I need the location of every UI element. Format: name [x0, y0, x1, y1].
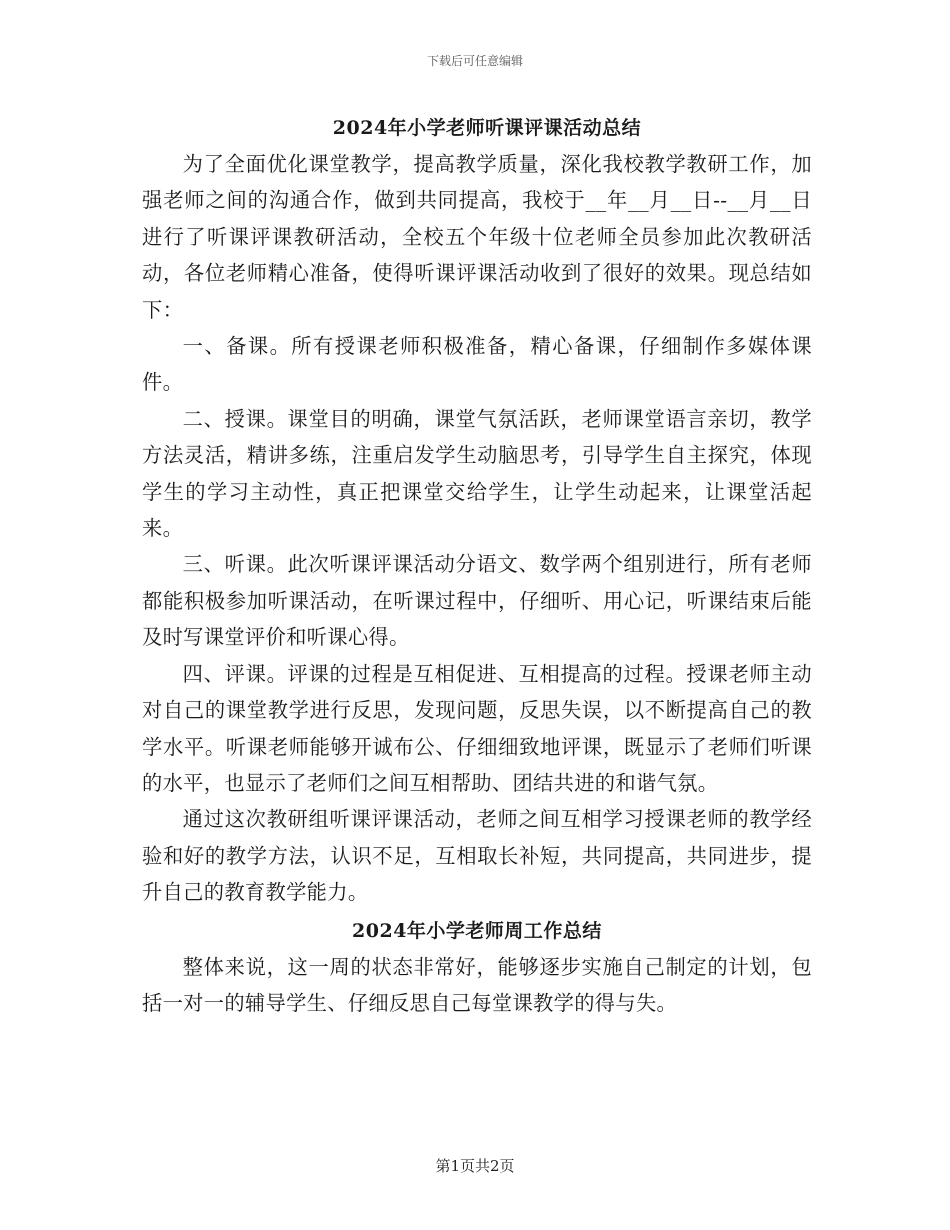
- header-note: 下载后可任意编辑: [426, 54, 523, 68]
- section1-paragraph-preparation: 一、备课。所有授课老师积极准备，精心备课，仔细制作多媒体课件。: [142, 334, 812, 395]
- section1-paragraph-intro: 为了全面优化课堂教学，提高教学质量，深化我校教学教研工作，加强老师之间的沟通合作，做到共同提高，我校于__年__月__日--__月__日进行了听课评课教研活动，全校五个年级十位老师全员参加此次教研活动，各位老师精心准备，使得听课评课活动收到了很好的效果。现总结如下：: [142, 152, 812, 322]
- section1-paragraph-evaluation: 四、评课。评课的过程是互相促进、互相提高的过程。授课老师主动对自己的课堂教学进行反思，发现问题，反思失误，以不断提高自己的教学水平。听课老师能够开诚布公、仔细细致地评课，既显示了老师们听课的水平，也显示了老师们之间互相帮助、团结共进的和谐气氛。: [142, 661, 812, 795]
- section1-paragraph-conclusion: 通过这次教研组听课评课活动，老师之间互相学习授课老师的教学经验和好的教学方法，认识不足，互相取长补短，共同提高，共同进步，提升自己的教育教学能力。: [142, 807, 812, 905]
- page-indicator: 第1页共2页: [435, 1157, 515, 1175]
- section1-title: 2024年小学老师听课评课活动总结: [332, 117, 642, 139]
- section1-paragraph-teaching: 二、授课。课堂目的明确，课堂气氛活跃，老师课堂语言亲切，教学方法灵活，精讲多练，注重启发学生动脑思考，引导学生自主探究，体现学生的学习主动性，真正把课堂交给学生，让学生动起来，让课堂活起来。: [142, 406, 812, 541]
- section2-title: 2024年小学老师周工作总结: [352, 919, 602, 942]
- section2-paragraph-summary: 整体来说，这一周的状态非常好，能够逐步实施自己制定的计划，包括一对一的辅导学生、仔细反思自己每堂课教学的得与失。: [142, 954, 812, 1015]
- section1-paragraph-observation: 三、听课。此次听课评课活动分语文、数学两个组别进行，所有老师都能积极参加听课活动，在听课过程中，仔细听、用心记，听课结束后能及时写课堂评价和听课心得。: [142, 552, 812, 650]
- document-body: [142, 110, 812, 1021]
